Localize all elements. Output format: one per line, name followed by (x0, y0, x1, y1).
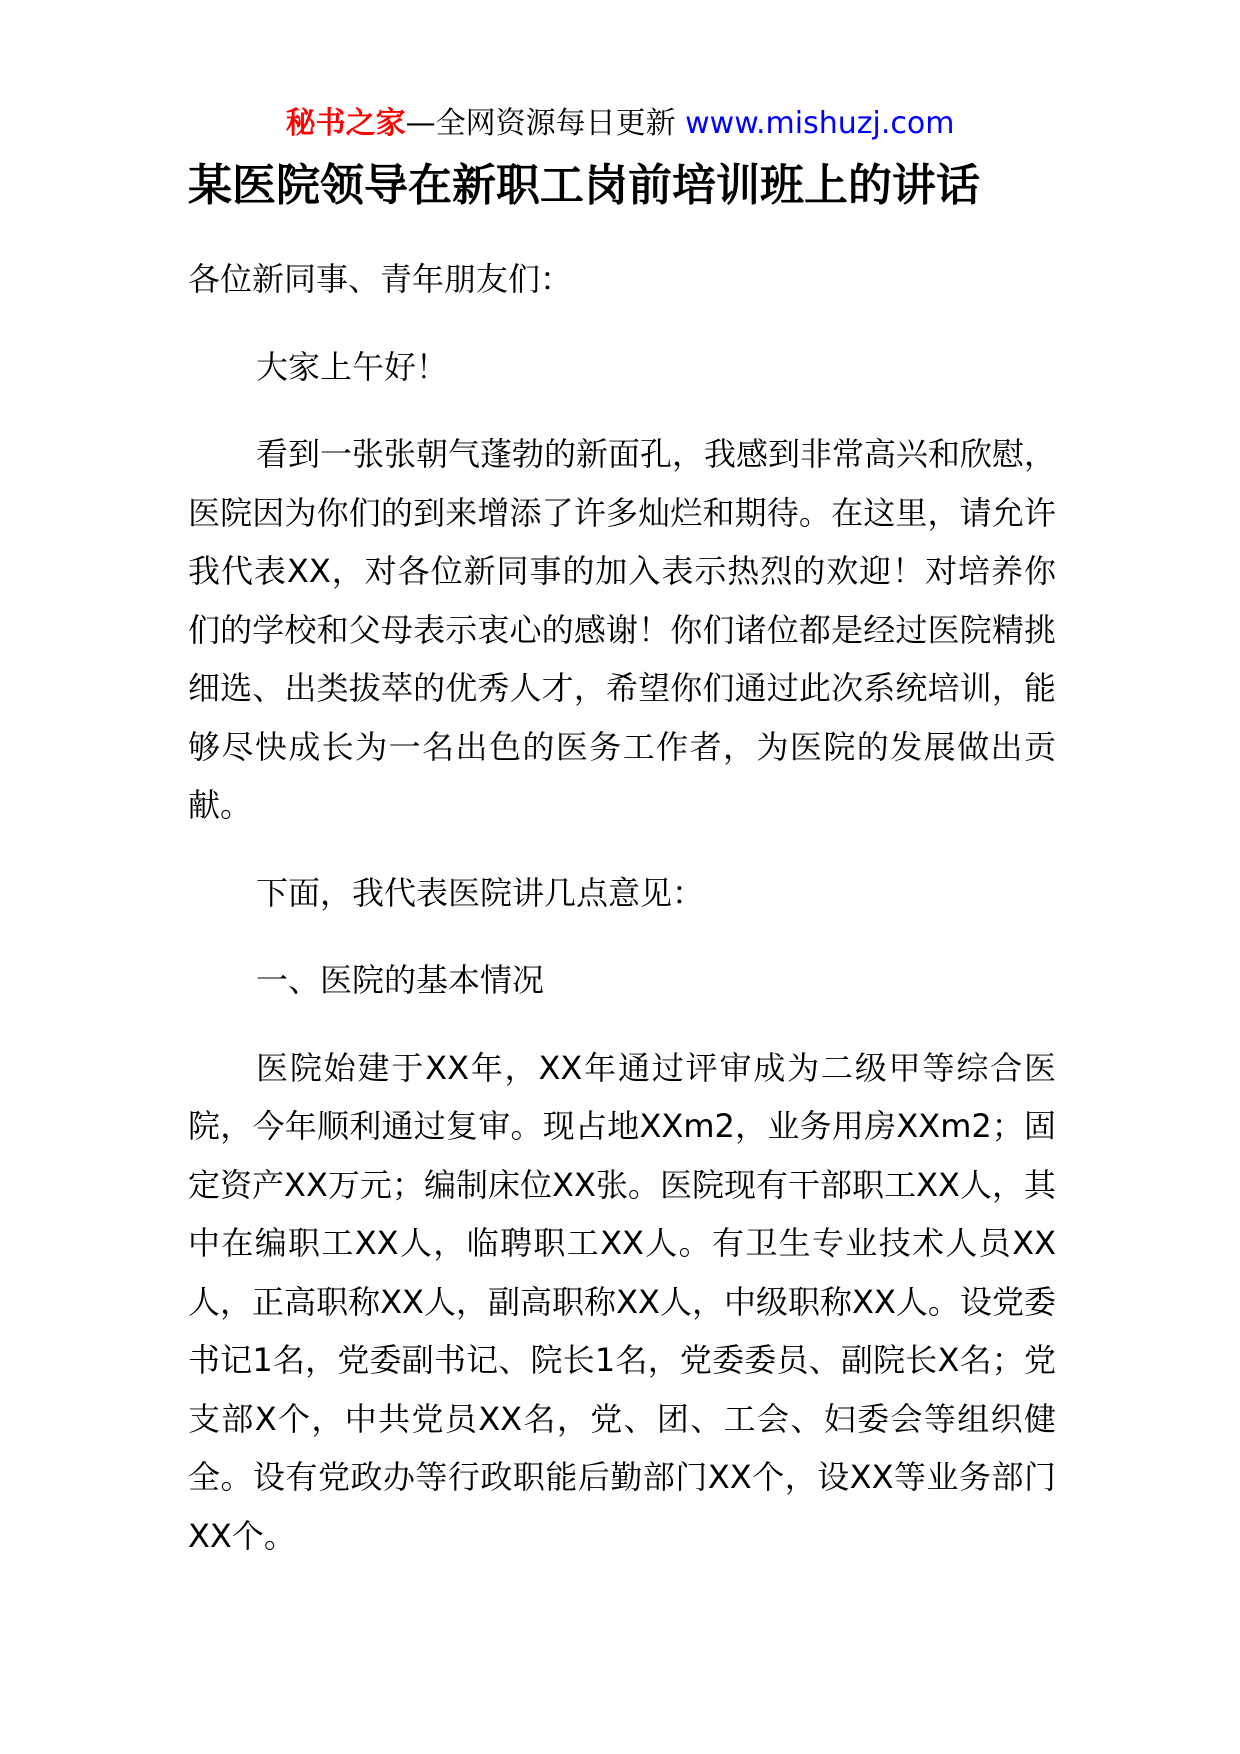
document-title: 某医院领导在新职工岗前培训班上的讲话 (188, 160, 980, 211)
section-heading: 一、医院的基本情况 (256, 961, 545, 999)
welcome-paragraph: 看到一张张朝气蓬勃的新面孔，我感到非常高兴和欣慰，医院因为你们的到来增添了许多灿烂和期待。在这里，请允许我代表XX，对各位新同事的加入表示热烈的欢迎！对培养你们的学校和父母表示衷心的感谢！你们诸位都是经过医院精挑细选、出类拔萃的优秀人才，希望你们通过此次系统培训，能够尽快成长为一名出色的医务工作者，为医院的发展做出贡献。 (188, 435, 1057, 824)
intro-paragraph: 下面，我代表医院讲几点意见： (256, 873, 705, 912)
banner-site-name: 秘书之家 (285, 106, 406, 141)
document-body (188, 250, 1056, 1594)
header-banner (0, 104, 1240, 144)
banner-slogan: —全网资源每日更新 (405, 106, 676, 141)
banner-url-link[interactable]: www.mishuzj.com (685, 106, 955, 141)
greeting-paragraph: 大家上午好！ (256, 347, 449, 386)
salutation-paragraph: 各位新同事、青年朋友们： (188, 260, 573, 298)
hospital-overview-paragraph: 医院始建于XX年，XX年通过评审成为二级甲等综合医院，今年顺利通过复审。现占地XXm2，业务用房XXm2；固定资产XX万元；编制床位XX张。医院现有干部职工XX人，其中在编职工XX人，临聘职工XX人。有卫生专业技术人员XX人，正高职称XX人，副高职称XX人，中级职称XX人。设党委书记1名，党委副书记、院长1名，党委委员、副院长X名；党支部X个，中共党员XX名，党、团、工会、妇委会等组织健全。设有党政办等行政职能后勤部门XX个，设XX等业务部门XX个。 (188, 1048, 1056, 1555)
